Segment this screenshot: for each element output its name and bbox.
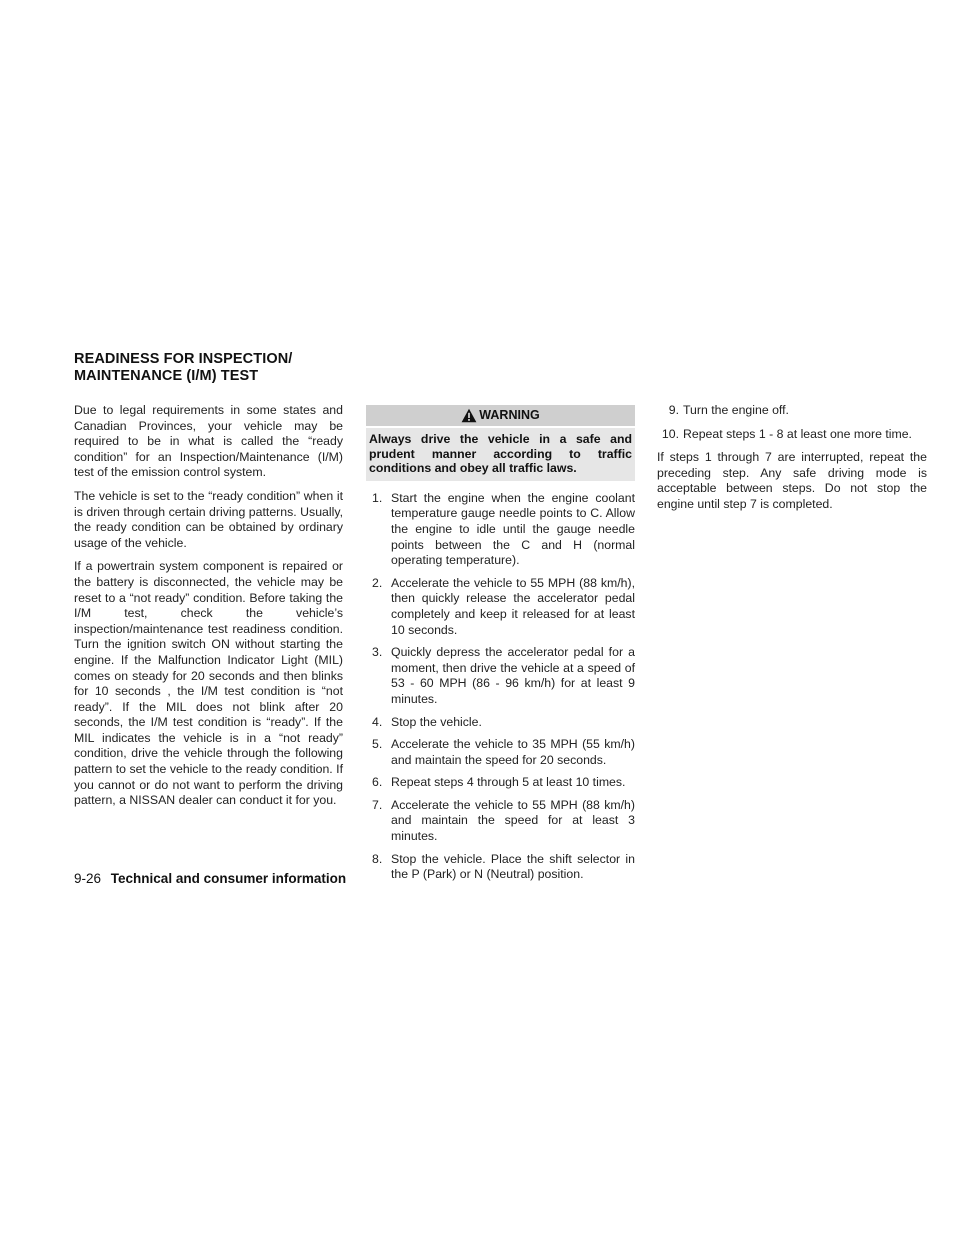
list-item — [366, 491, 635, 569]
step-text: Stop the vehicle. Place the shift selector in the P (Park) or N (Neutral) position. — [391, 851, 635, 882]
section-heading — [74, 351, 374, 384]
list-item — [366, 737, 635, 768]
page-footer — [74, 871, 346, 886]
step-number: 10. — [661, 426, 679, 441]
warning-title: WARNING — [479, 407, 540, 422]
step-text: Repeat steps 1 - 8 at least one more time. — [683, 426, 912, 441]
step-number: 3. — [372, 645, 383, 660]
procedure-steps-continued — [657, 403, 927, 442]
step-text: Quickly depress the accelerator pedal for a moment, then drive the vehicle at a speed of 53 - 60 MPH (86 - 96 km/h) for at least 9 minutes. — [391, 645, 635, 706]
section-heading-line1: READINESS FOR INSPECTION/ — [74, 351, 293, 367]
continuation-column — [657, 403, 927, 521]
warning-triangle-icon — [461, 408, 477, 423]
step-text: Repeat steps 4 through 5 at least 10 times. — [391, 775, 626, 790]
procedure-column — [366, 405, 635, 890]
list-item — [366, 576, 635, 638]
intro-column — [74, 403, 343, 817]
step-text: Accelerate the vehicle to 35 MPH (55 km/h) and maintain the speed for 20 seconds. — [391, 737, 635, 767]
step-number: 5. — [372, 737, 383, 752]
list-item — [657, 427, 927, 443]
list-item — [366, 715, 635, 731]
step-text: Stop the vehicle. — [391, 714, 482, 729]
page-number: 9-26 — [74, 871, 102, 886]
list-item — [366, 775, 635, 791]
step-text: Accelerate the vehicle to 55 MPH (88 km/h), then quickly release the accelerator pedal completely and keep it released for at least 10 seconds. — [391, 575, 635, 637]
intro-paragraph: The vehicle is set to the “ready condition” when it is driven through certain driving patterns. Usually, the ready condition can be obtained by ordinary usage of the vehicle. — [74, 488, 343, 550]
step-number: 6. — [372, 775, 383, 790]
step-number: 4. — [372, 714, 383, 729]
step-number: 2. — [372, 575, 383, 590]
step-text: Accelerate the vehicle to 55 MPH (88 km/h) and maintain the speed for at least 3 minutes. — [391, 797, 635, 844]
step-text: Start the engine when the engine coolant temperature gauge needle points to C. Allow the engine to idle until the gauge needle points between the C and H (normal operating temperature). — [391, 490, 635, 568]
list-item — [366, 798, 635, 845]
step-text: Turn the engine off. — [683, 403, 789, 417]
step-number: 9. — [668, 403, 679, 417]
section-heading-line2: MAINTENANCE (I/M) TEST — [74, 367, 259, 384]
procedure-steps — [366, 491, 635, 883]
list-item — [366, 852, 635, 883]
section-title: Technical and consumer information — [110, 871, 347, 886]
step-number: 7. — [372, 797, 383, 812]
intro-paragraph: If a powertrain system component is repaired or the battery is disconnected, the vehicle may be reset to a “not ready” condition. Before taking the I/M test, check the vehicle’s inspection/maintenance test readiness condition. Turn the ignition switch ON without starting the engine. If the Malfunction Indicator Light (MIL) comes on steady for 20 seconds and then blinks for 10 seconds , the I/M test condition is “not ready”. If the MIL does not blink after 20 seconds, the I/M test condition is “ready”. If the MIL indicates the vehicle is in a “not ready” condition, drive the vehicle through the following pattern to set the vehicle to the ready condition. If you cannot or do not want to perform the driving pattern, a NISSAN dealer can conduct it for you. — [74, 559, 343, 808]
step-number: 8. — [372, 851, 383, 866]
warning-header — [366, 405, 635, 426]
list-item — [657, 403, 927, 419]
interruption-note: If steps 1 through 7 are interrupted, repeat the preceding step. Any safe driving mode is acceptable between steps. Do not stop the engine until step 7 is completed. — [657, 450, 927, 511]
step-number: 1. — [372, 490, 383, 505]
intro-paragraph: Due to legal requirements in some states and Canadian Provinces, your vehicle may be required to be in what is called the “ready condition” for an Inspection/Maintenance (I/M) test of the emission control system. — [74, 403, 343, 480]
list-item — [366, 645, 635, 707]
warning-body: Always drive the vehicle in a safe and prudent manner according to traffic conditions and obey all traffic laws. — [366, 428, 635, 481]
